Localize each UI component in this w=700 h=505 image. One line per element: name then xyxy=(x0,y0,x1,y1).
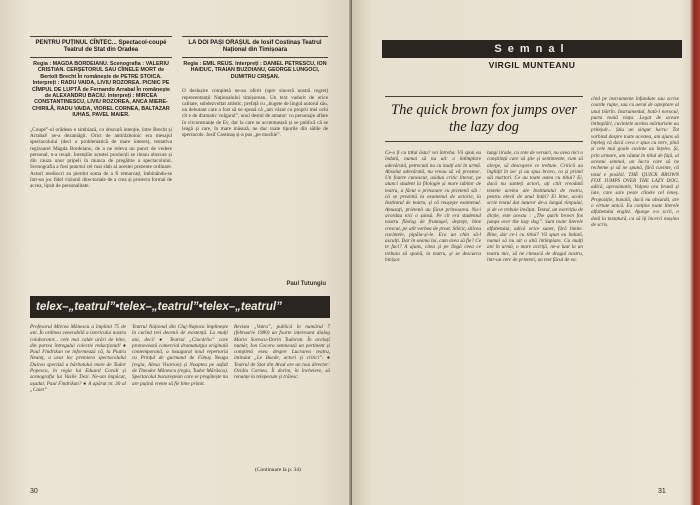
section-label: Semnal xyxy=(382,40,682,58)
review-title-oradea: PENTRU PUȚINUL CÎNTEC... Spectacol-coupé Teatrul de Stat din Oradea xyxy=(35,40,167,53)
article-column-2: lungi tirade, cu rote de versuri, nu avea nici o conștiință care să știe și sentimente, cum să alerge, să descopere ce trebuie. Criticii au înghițit în sec și au spus bravo, ca și primii săi martori. Ce au toate astea cu titlul? Ei, dacă nu sunteți actori, ați citit vreodată textele acelea ale Institutului de teatru, pentru elevii de anul întâi? Ei bine, acolo scrie textul dat tuturor de-a lungul timpului, și de ce trebuie învățat. Textul, un exercițiu de dicție, este acesta : „The quick brown fox jumps over the lazy dog”. Sunt toate literele alfabetului, adică orice sunet, fără limite. Bine, dar ce-i cu titlul? Vă spun eu îndată, numai să nu uit o altă întîmplare. Cu mulți ani în urmă, o mare actriță, ne-a luat la un teatru mic, să ne citească de dragul nostru, într-un cerc de prieteni, un text făcut de ea. xyxy=(487,150,583,264)
left-column-1 xyxy=(30,36,172,291)
title-rule-2 xyxy=(182,57,328,58)
review-title-timisoara: LA DOI PAȘI ORAȘUL de Iosif Costinaș Teatrul Național din Timișoara xyxy=(188,40,322,53)
article-column-3: cînd pe instrumente înfundate sau scrise coarde rupte, sau cu aerul de așteptare al unui bătrîn. Instrumentul, bată-l norocul, purta toată viața. Legat de aceste întîmplări, cuvintele acelea mărturisite au prilejuit... Știu un singur lucru: Tot vorbind despre toate acestea, am ajuns să înțeleg că dacă ceva e spus cu nerv, pînă și cele mai goale cuvinte au înțeles. Și, prin urmare, am căutat în titlul de față, al acestui semnal, un lucru care să ne recheme și să ne spună, fără cuvinte, că totul e posibil. THE QUICK BROWN FOX JUMPS OVER THE LAZY DOG, adică, aproximativ, Vulpea cea brună și iute, care sare peste cîinele cel leneș. Propoziție, banală, dacă nu absurdă, are o virtute unică. Ea conține toate literele alfabetului englez. Ajunge s-o scrii, o dată la tastatură, ca să îți încerci mașina de scris. xyxy=(591,96,679,228)
binding-edge xyxy=(690,0,700,505)
telex-column-1: Profesorul Mircea Mănescu a împlinit 75 de ani. În ordinea venerabilă a istoricului nostru colaborator... cele mai calde urări de bine, din partea întregului colectiv redacțional! ● Paul Findrikan ne informează că, la Piatra Neamț, a avut loc premiera spectacolului Dulcea spectiză a bărbatului mare de Tudor Popescu, în regia lui Eduard Covali și scenografia lui Vasile Tiezi. Ne-am împăcat, așadar, Paul Findrikan? ● A apărut nr. 30 al „Caiet” xyxy=(30,324,126,393)
page-number-right: 31 xyxy=(658,488,666,495)
telex-banner: telex–„teatrul”•telex–„teatrul”•telex–„teatrul” xyxy=(30,296,330,318)
article-title: The quick brown fox jumps over the lazy dog xyxy=(385,96,583,142)
top-rule-left xyxy=(30,36,172,37)
semnal-header xyxy=(382,40,682,82)
telex-column-2: Teatrul Național din Cluj-Napoca împlinește în curînd trei decenii de existență. La mulți ani, deci! ● Teatrul „Ciocârlia” care promovează comercial dramaturgia originală contemporană, a inaugurat noul repertoriu cu Prințul de gurmand de Fănuș Neagu (regia, Alexa Visarion) și Noaptea pe asfalt de Theodor Mănescu (regia, Tudor Mărăscu). Spectacolul bucureștean care se pregătește nu are puțină vreme să fie bine primit. xyxy=(132,324,228,387)
review-signature: Paul Tutungiu xyxy=(286,280,326,287)
top-rule-right xyxy=(182,36,328,37)
review-body-timisoara: O deslușire completă ne-au oferit (spre sinceră nostră regret) reprezentanții Naționalului timișorean. Un text vadurit de orice calitate, subdezvoltat artistic, prefață cu „bugete de lingul autorul său, un debutant care a fost să ne spună că „am văzut cu proprii mei ochi cît e de dramatic vulgarul”, unul destul de amator: cu personaje aflate în circumstanțe de Ev, dar la care se accentuează și se publică că se leagă și care, în mare măsură, ne duc toate tipurile din sălile de spectacole. Iosif Costinaș și-a pus „pe muchie”. xyxy=(182,88,328,139)
page-number-left: 30 xyxy=(30,488,38,495)
telex-column-3: Revista „Vatra”, publică în numărul 7 (februarie 1980) un foarte interesant dialog Marin Sorescu-Dorin Tudoran. În același număr, Ion Cocora semnează un pertinent și completă eseu despre Lucrarea teatru, intitulat „Le Bucde, actori și critici”. ● Teatrul de Stat din Arad are un nou director: Ovidiu Cornea. Îi dorim, în încheiere, să renunțe la telepecum și trăiesc. xyxy=(234,324,330,381)
right-page xyxy=(352,0,700,505)
review-body-oradea: „Coupé”-ul orădean o simbiază, cu obscură intenție, între Brecht și Arrabal! ne-a dezamăgit. Orict de antirăzboinic era mesajul spectacolului (deci o problematică de mare interes), tentativa regizoarei Magda Bordeianu, de a ne releva un punct de vedere personal, n-a reușit. Intențiile acestei producții se rimau obscure și din cauza unor pripeli în munca de pregătire a spectacolului. Scenografia a fost punctul cel mai slab al acestei prezente ordinare. Actori mediocri au pierdut soma de a fi remarcați, îmbinându-se într-un joc fidel viziunii directoriale de a crea și proiecta formal de accea, lipsit de personalitate. xyxy=(30,126,172,190)
left-column-2 xyxy=(182,36,328,291)
author-name: VIRGIL MUNTEANU xyxy=(488,60,576,70)
continuation-note: (Continuare la p. 34) xyxy=(255,467,301,473)
credits-oradea: Regia : MAGDA BORDEIANU. Scenografia : VALERIU CRISTIAN. CERȘETORUL SAU CÎINELE MORT de Bertolt Brecht În românește de PETRE STOICA. Interpreți : RADU VAIDA, LIVIU ROZOREA. PICNIC PE CÎMPUL DE LUPTĂ de Fernando Arrabal În românește de ALEXANDRU BACIU. Interpreți : MIRCEA CONSTANTINESCU, LIVIU ROZOREA, ANCA MIERE-CHIRILĂ, RADU VAIDA, VIOREL CORNEA, BALTAZAR IUHAS, PAVEL MAIER. xyxy=(31,61,171,119)
credits-timisoara: Regia : EMIL REUS. Interpreți : DANIEL PETRESCU, ION HAIDUC, TRAIAN BUZOIANU, GEORGE LUNGOCI, DUMITRU CRIȘAN. xyxy=(183,61,327,80)
article-column-1: Ce-o fi cu titlul ăsta? vei întreba. Vă spun eu îndată, numai să nu uit: o întîmplare adevărată, petrecută nu cu mulți ani în urmă. Absolut adevărată, nu vreau să vă prostesc. Un foarte cunoscut, asiduu critic literar, pe atunci student la filologie și mare iubitor de teatru, a făcut o prinsoare cu prietenii săi : că se prezintă la examenul de actorie, la Institutul de teatru, și că reușește examenul. Amuzați, prietenii au făcut prinsoarea. Nu-i acordau nici o șansă. Pe cît era studentul nostru filolog de frumușel, deștept, bine crescut, pe atît vorbea de prost. Stîlcit, stîlcea cuvintele, pipăia-și-le. Era un chin să-l asculți. Dar în seama lui, cum avea să fie? Ce te faci? A ajuns, citea și pe lîngă ceea ce trebuia să spună, la teatru, și se descurca binișor. xyxy=(385,150,481,264)
title-rule xyxy=(30,57,172,58)
